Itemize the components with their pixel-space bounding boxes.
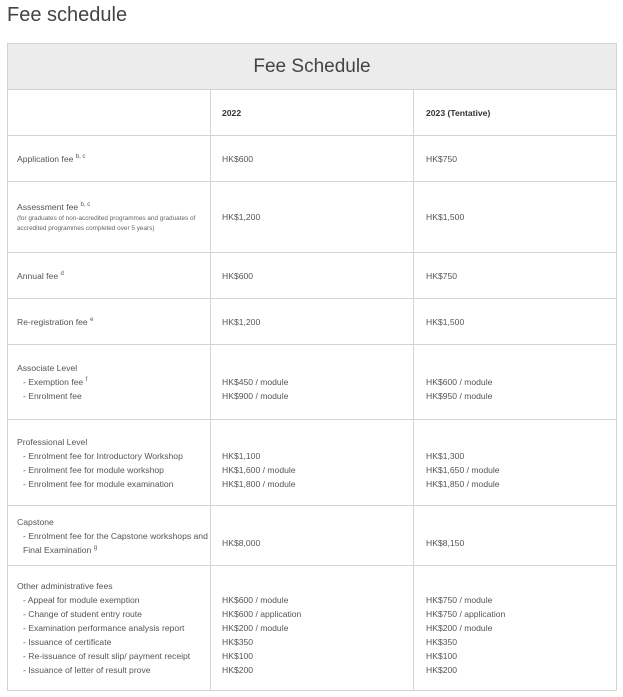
fee-2023: HK$750: [414, 253, 617, 299]
fee-item-label-text: - Exemption fee: [23, 377, 84, 387]
group-title: Other administrative fees: [17, 581, 113, 591]
fee-item-label: [17, 375, 209, 389]
fee-item-2022: HK$600 / application: [222, 609, 302, 619]
fee-item-2022: HK$1,800 / module: [222, 478, 296, 489]
fee-2023: HK$1,500: [414, 299, 617, 345]
header-label-cell: [8, 90, 211, 136]
fee-item-2023: HK$350: [426, 637, 458, 647]
fee-item-2022: HK$350: [222, 637, 254, 647]
fee-label-text: Assessment fee: [17, 202, 79, 212]
fee-item-2023: HK$100: [426, 651, 458, 661]
fee-2023: [414, 566, 617, 691]
group-title: Associate Level: [17, 363, 78, 373]
footnote-ref: d: [60, 270, 64, 277]
fee-item-2023: HK$950 / module: [426, 391, 493, 401]
table-row: [8, 566, 617, 691]
footnote-ref: g: [93, 544, 98, 551]
fee-item-label: - Appeal for module exemption: [23, 595, 140, 605]
group-title: Professional Level: [17, 436, 88, 447]
footnote-ref: b, c: [80, 202, 91, 208]
fee-2022: [211, 506, 414, 566]
fee-item-2022: HK$600 / module: [222, 595, 289, 605]
fee-label-text: Re-registration fee: [17, 316, 88, 327]
fee-2022: HK$1,200: [211, 182, 414, 253]
fee-label-text: Application fee: [17, 153, 74, 164]
fee-2023: [414, 420, 617, 506]
fee-item-2022: HK$8,000: [222, 537, 261, 548]
fee-item-label: - Examination performance analysis report: [23, 623, 185, 633]
fee-2022: HK$600: [211, 253, 414, 299]
fee-group-labels: [8, 420, 211, 506]
fee-item-label: - Issuance of certificate: [23, 637, 112, 647]
fee-label: [8, 182, 211, 253]
fee-item-2022: HK$100: [222, 651, 254, 661]
footnote-ref: f: [85, 377, 88, 383]
fee-group-labels: [8, 345, 211, 420]
fee-item-2023: HK$750 / application: [426, 609, 506, 619]
fee-item-2023: HK$200: [426, 665, 458, 675]
fee-note: (for graduates of non-accredited programmes and graduates of accredited programmes completed over 5 years): [17, 215, 196, 232]
table-row: [8, 182, 617, 253]
fee-label: [8, 136, 211, 182]
table-row: [8, 299, 617, 345]
footnote-ref: b, c: [75, 153, 86, 160]
fee-item-2022: HK$900 / module: [222, 391, 289, 401]
fee-item-2022: HK$200 / module: [222, 623, 289, 633]
table-row: [8, 136, 617, 182]
fee-item-label: - Issuance of letter of result prove: [23, 665, 151, 675]
fee-schedule-table: [7, 43, 617, 691]
fee-2022: HK$600: [211, 136, 414, 182]
fee-2022: [211, 420, 414, 506]
header-2023: 2023 (Tentative): [414, 90, 617, 136]
fee-item-label: - Enrolment fee: [23, 391, 82, 401]
fee-item-label: [17, 529, 209, 557]
fee-item-2023: HK$750 / module: [426, 595, 493, 605]
fee-2022: HK$1,200: [211, 299, 414, 345]
fee-label-text: Annual fee: [17, 270, 59, 281]
fee-item-label: - Enrolment fee for Introductory Workshop: [23, 450, 183, 461]
fee-2023: [414, 345, 617, 420]
fee-item-2022: HK$1,600 / module: [222, 464, 296, 475]
footnote-ref: e: [90, 316, 94, 323]
table-row: [8, 253, 617, 299]
fee-2022: [211, 566, 414, 691]
fee-2023: [414, 506, 617, 566]
fee-label: [8, 299, 211, 345]
fee-group-labels: [8, 506, 211, 566]
fee-item-2023: HK$1,850 / module: [426, 478, 500, 489]
fee-item-2023: HK$200 / module: [426, 623, 493, 633]
fee-label: [8, 253, 211, 299]
fee-item-2023: HK$600 / module: [426, 377, 493, 387]
fee-group-labels: [8, 566, 211, 691]
header-2022: 2022: [211, 90, 414, 136]
table-caption: Fee Schedule: [8, 44, 617, 90]
fee-item-label: - Enrolment fee for module workshop: [23, 464, 164, 475]
fee-2023: HK$1,500: [414, 182, 617, 253]
fee-2022: [211, 345, 414, 420]
fee-2023: HK$750: [414, 136, 617, 182]
fee-item-2023: HK$1,300: [426, 450, 465, 461]
fee-item-label: - Change of student entry route: [23, 609, 142, 619]
fee-item-2023: HK$8,150: [426, 537, 465, 548]
fee-item-2022: HK$200: [222, 665, 254, 675]
fee-item-label: - Re-issuance of result slip/ payment receipt: [23, 651, 191, 661]
fee-item-2022: HK$450 / module: [222, 377, 289, 387]
page-title: Fee schedule: [7, 4, 128, 26]
fee-item-2022: HK$1,100: [222, 450, 261, 461]
table-row: [8, 345, 617, 420]
fee-item-label: - Enrolment fee for module examination: [23, 478, 174, 489]
table-row: [8, 506, 617, 566]
table-header-row: [8, 90, 617, 136]
group-title: Capstone: [17, 516, 54, 527]
table-row: [8, 420, 617, 506]
fee-item-label-text: - Enrolment fee for the Capstone workshops and Final Examination: [23, 530, 208, 555]
fee-item-2023: HK$1,650 / module: [426, 464, 500, 475]
